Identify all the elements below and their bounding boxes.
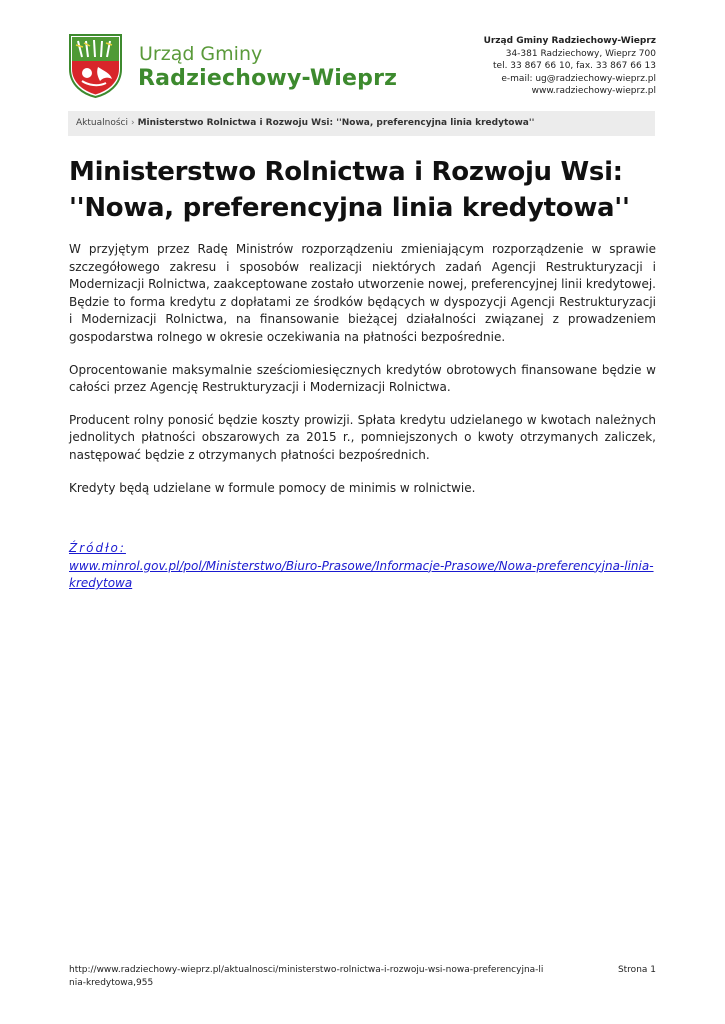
phone-fax: tel. 33 867 66 10, fax. 33 867 66 13 — [493, 61, 656, 71]
source-label: Źródło: — [69, 541, 126, 555]
page-footer — [69, 964, 656, 990]
source-link[interactable]: www.minrol.gov.pl/pol/Ministerstwo/Biuro-Prasowe/Informacje-Prasowe/Nowa-preferencyjna-linia-kredytowa — [69, 558, 654, 591]
breadcrumb — [68, 111, 655, 136]
page-title: Ministerstwo Rolnictwa i Rozwoju Wsi: ''Nowa, preferencyjna linia kredytowa'' — [69, 157, 630, 223]
email[interactable]: e-mail: ug@radziechowy-wieprz.pl — [501, 73, 656, 84]
breadcrumb-current: Ministerstwo Rolnictwa i Rozwoju Wsi: ''Nowa, preferencyjna linia kredytowa'' — [137, 118, 535, 128]
coat-of-arms-icon — [68, 33, 123, 99]
page-header — [0, 0, 725, 110]
breadcrumb-item-aktualnosci[interactable]: Aktualności — [76, 118, 128, 128]
logo-text-line1: Urząd Gminy — [139, 43, 263, 65]
article-paragraph: W przyjętym przez Radę Ministrów rozporządzeniu zmieniającym rozporządzenie w sprawie szczegółowego zakresu i sposobów realizacji niektórych zadań Agencji Restrukturyzacji i Modernizacji Rolnictwa, zaakceptowane zostało utworzenie nowej, preferencyjnej linii kredytowej. Będzie to forma kredytu z dopłatami ze środków będących w dyspozycji Agencji Restrukturyzacji i Modernizacji Rolnictwa, na finansowanie bieżącej działalności związanej z prowadzeniem gospodarstwa rolnego w okresie oczekiwania na płatności bezpośrednie. — [69, 242, 656, 344]
source-section — [69, 540, 659, 593]
article-paragraph: Kredyty będą udzielane w formule pomocy de minimis w rolnictwie. — [69, 480, 476, 495]
article-paragraph: Producent rolny ponosić będzie koszty prowizji. Spłata kredytu udzielanego w kwotach należnych jednolitych płatności obszarowych za 2015 r., pomniejszonych o kwoty otrzymanych zaliczek, następować będzie z otrzymanych płatności bezpośrednich. — [69, 412, 656, 462]
address: 34-381 Radziechowy, Wieprz 700 — [505, 48, 656, 59]
logo[interactable] — [68, 33, 398, 99]
website[interactable]: www.radziechowy-wieprz.pl — [531, 86, 656, 96]
article-body — [69, 241, 656, 512]
logo-text-line2: Radziechowy-Wieprz — [138, 66, 398, 91]
contact-info — [484, 35, 656, 98]
page-number: Strona 1 — [617, 965, 656, 975]
footer-url: http://www.radziechowy-wieprz.pl/aktualnosci/ministerstwo-rolnictwa-i-rozwoju-wsi-nowa-preferencyjna-linia-kredytowa,955 — [69, 965, 544, 988]
article-paragraph: Oprocentowanie maksymalnie sześciomiesięcznych kredytów obrotowych finansowane będzie w całości przez Agencję Restrukturyzacji i Modernizacji Rolnictwa. — [69, 362, 656, 395]
breadcrumb-separator: › — [130, 118, 135, 128]
organization-name: Urząd Gminy Radziechowy-Wieprz — [483, 36, 656, 46]
